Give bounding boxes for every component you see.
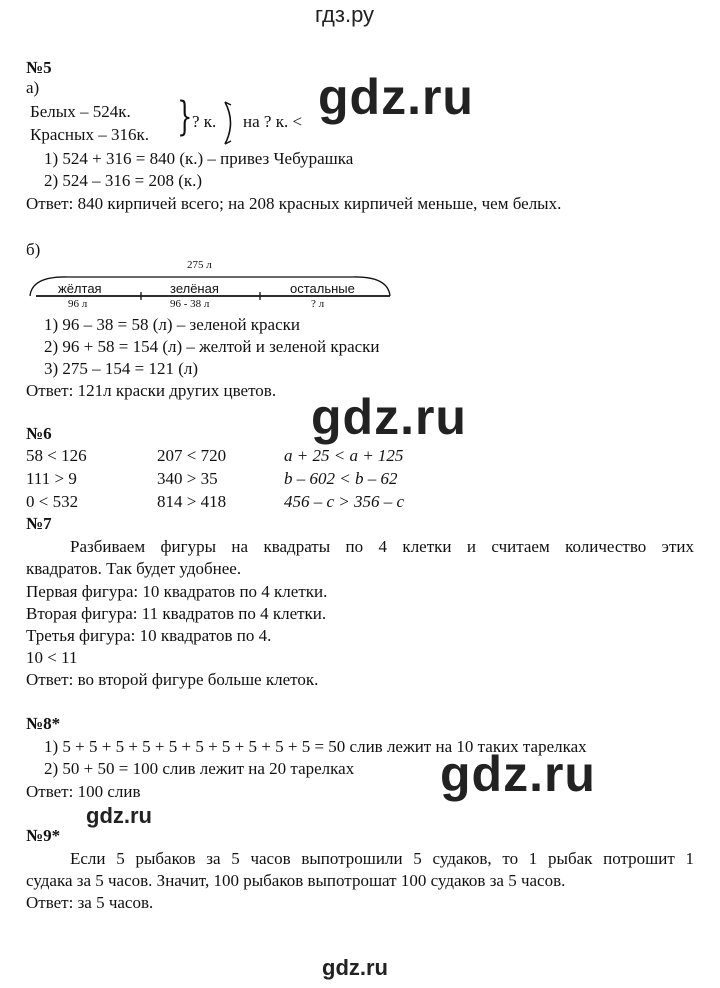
- task9-answer: Ответ: за 5 часов.: [26, 893, 154, 912]
- comparison: 207 < 720: [157, 446, 227, 465]
- task8-step: 2) 50 + 50 = 100 слив лежит на 20 тарелках: [44, 759, 355, 778]
- task7-answer: Ответ: во второй фигуре больше клеток.: [26, 670, 319, 689]
- task7-intro: квадратов. Так будет удобнее.: [26, 559, 242, 578]
- segment-label-other: остальные: [290, 281, 355, 296]
- watermark: gdz.ru: [322, 955, 388, 980]
- task5-b-step: 1) 96 – 38 = 58 (л) – зеленой краски: [44, 315, 300, 334]
- watermark: gdz.ru: [86, 803, 152, 828]
- task6-title: №6: [26, 424, 52, 443]
- task9-title: №9*: [26, 826, 61, 845]
- comparison: 814 > 418: [157, 492, 227, 511]
- watermark: gdz.ru: [318, 69, 474, 125]
- comparison: 456 – c > 356 – c: [284, 492, 405, 511]
- difference-question: на ? к. <: [243, 112, 303, 131]
- task7-line: Вторая фигура: 11 квадратов по 4 клетки.: [26, 604, 327, 623]
- comparison: 111 > 9: [26, 469, 77, 488]
- red-bricks: Красных – 316к.: [30, 125, 149, 144]
- comparison: 58 < 126: [26, 446, 87, 465]
- segment-label-green: зелёная: [170, 281, 219, 296]
- white-bricks: Белых – 524к.: [30, 102, 131, 121]
- watermark: gdz.ru: [311, 389, 467, 445]
- task7-title: №7: [26, 514, 52, 533]
- segment-label-yellow: жёлтая: [58, 281, 102, 296]
- brace-icon: }: [177, 94, 193, 140]
- segment-value-yellow: 96 л: [68, 298, 88, 310]
- bracket-arrow-icon: [222, 100, 238, 146]
- task5-step: 1) 524 + 316 = 840 (к.) – привез Чебурашка: [44, 149, 354, 168]
- watermark: gdz.ru: [440, 746, 596, 802]
- task5-title: №5: [26, 58, 52, 77]
- sum-question: ? к.: [192, 112, 217, 131]
- task8-title: №8*: [26, 714, 61, 733]
- task5-b-answer: Ответ: 121л краски других цветов.: [26, 381, 277, 400]
- task5-b-label: б): [26, 240, 41, 259]
- comparison: 340 > 35: [157, 469, 218, 488]
- task9-text: судака за 5 часов. Значит, 100 рыбаков выпотрошат 100 судаков за 5 часов.: [26, 871, 566, 890]
- task8-step: 1) 5 + 5 + 5 + 5 + 5 + 5 + 5 + 5 + 5 + 5 = 50 слив лежит на 10 таких тарелках: [44, 737, 587, 756]
- segment-value-other: ? л: [311, 298, 325, 310]
- task7-line: Первая фигура: 10 квадратов по 4 клетки.: [26, 582, 328, 601]
- task9-text: Если 5 рыбаков за 5 часов выпотрошили 5 судаков, то 1 рыбак потрошит 1: [70, 849, 694, 868]
- site-header: гдз.ру: [315, 2, 375, 27]
- comparison: a + 25 < a + 125: [284, 446, 404, 465]
- diagram-total: 275 л: [187, 259, 212, 271]
- task7-intro: Разбиваем фигуры на квадраты по 4 клетки и считаем количество этих: [70, 537, 694, 556]
- task8-answer: Ответ: 100 слив: [26, 782, 141, 801]
- task5-b-step: 2) 96 + 58 = 154 (л) – желтой и зеленой краски: [44, 337, 380, 356]
- segment-value-green: 96 - 38 л: [170, 298, 210, 310]
- comparison: 0 < 532: [26, 492, 79, 511]
- task5-step: 2) 524 – 316 = 208 (к.): [44, 171, 203, 190]
- task5-a-label: а): [26, 78, 40, 97]
- comparison: b – 602 < b – 62: [284, 469, 398, 488]
- task5-answer: Ответ: 840 кирпичей всего; на 208 красных кирпичей меньше, чем белых.: [26, 194, 562, 213]
- task5-b-step: 3) 275 – 154 = 121 (л): [44, 359, 199, 378]
- task7-line: 10 < 11: [26, 648, 78, 667]
- task7-line: Третья фигура: 10 квадратов по 4.: [26, 626, 272, 645]
